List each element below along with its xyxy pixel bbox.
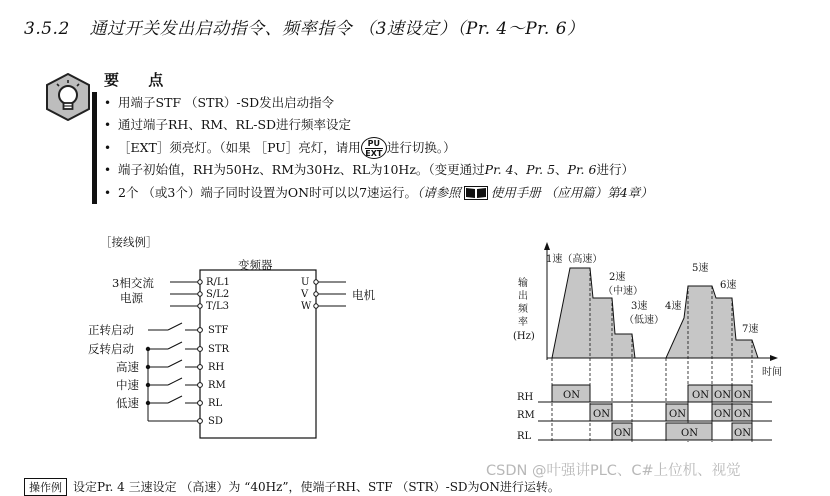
on-label: ON <box>614 428 631 439</box>
on-label: ON <box>669 409 686 420</box>
motor-label: 电机 <box>352 288 375 302</box>
speed-label-1: 1速（高速） <box>546 254 603 265</box>
label-forward-start: 正转启动 <box>88 323 134 337</box>
label-mid-speed: 中速 <box>116 378 139 392</box>
list-item: • ［EXT］须亮灯。（如果 ［PU］亮灯，请用 PU EXT 进行切换。） <box>104 137 653 159</box>
terminal-w: W <box>301 301 312 312</box>
on-label: ON <box>714 390 731 401</box>
y-label-2: 出 <box>518 291 528 302</box>
terminal-str: STR <box>208 344 230 355</box>
list-item: • 端子初始值，RH为50Hz、RM为30Hz、RL为10Hz。（变更通过Pr. 4、Pr. 5、Pr. 6进行） <box>104 159 653 181</box>
y-label-1: 输 <box>518 278 528 289</box>
terminal-rl: RL <box>208 398 223 409</box>
terminal-v: V <box>301 289 309 300</box>
y-label-5: (Hz) <box>513 331 535 342</box>
section-title-text: 通过开关发出启动指令、频率指令 （3速设定）（Pr. 4～Pr. 6） <box>89 19 585 39</box>
on-label: ON <box>692 390 709 401</box>
switch-wires <box>148 323 198 421</box>
pu-ext-key-icon: PU EXT <box>361 137 387 159</box>
speed-label-6: 6速 <box>720 280 737 291</box>
speed-label-2: 2速 <box>609 272 626 283</box>
points-heading: 要 点 <box>104 71 176 89</box>
on-label: ON <box>734 390 751 401</box>
wiring-heading: ［接线例］ <box>100 235 158 249</box>
power-label-1: 3相交流 <box>112 276 154 290</box>
list-item: • 通过端子RH、RM、RL-SD进行频率设定 <box>104 114 653 136</box>
inverter-label: 变频器 <box>238 258 273 272</box>
operation-example-text: 设定Pr. 4 三速设定 （高速）为 “40Hz”，使端子RH、STF （STR）-SD为ON进行运转。 <box>73 480 560 494</box>
on-label: ON <box>681 428 698 439</box>
speed-label-5: 5速 <box>692 263 709 274</box>
y-label-3: 频 <box>518 304 528 315</box>
terminal-sl2: S/L2 <box>206 289 230 300</box>
x-label: 时间 <box>762 367 782 378</box>
power-input-wires <box>170 280 202 308</box>
list-item: • 2个 （或3个）端子同时设置为ON时可以以7速运行。（请参照 使用手册 （应用篇）第4章） <box>104 182 653 204</box>
section-number: 3.5.2 <box>24 19 70 39</box>
terminal-stf: STF <box>208 325 229 336</box>
operation-example-tag: 操作例 <box>24 478 67 496</box>
list-item: • 用端子STF （STR）-SD发出启动指令 <box>104 92 653 114</box>
y-label-4: 率 <box>518 317 528 328</box>
terminal-u: U <box>301 277 310 288</box>
power-label-2: 电源 <box>120 291 143 305</box>
terminal-sd: SD <box>208 416 223 427</box>
speed-label-4: 4速 <box>665 301 682 312</box>
motor-output-wires <box>314 280 346 308</box>
speed-chart <box>513 242 782 442</box>
label-high-speed: 高速 <box>116 360 139 374</box>
on-label: ON <box>563 390 580 401</box>
terminal-rh: RH <box>208 362 225 373</box>
speed-label-7: 7速 <box>742 324 759 335</box>
speed-label-3-sub: （低速） <box>624 315 664 326</box>
on-label: ON <box>734 428 751 439</box>
terminal-rm: RM <box>208 380 226 391</box>
on-label: ON <box>593 409 610 420</box>
on-label: ON <box>734 409 751 420</box>
terminal-tl3: T/L3 <box>206 301 230 312</box>
terminal-rl1: R/L1 <box>206 277 230 288</box>
signal-label-rm: RM <box>517 410 535 421</box>
operation-example <box>24 478 560 496</box>
label-reverse-start: 反转启动 <box>88 342 134 356</box>
watermark: CSDN @叶强讲PLC、C#上位机、视觉 <box>486 463 741 479</box>
speed-label-2-sub: （中速） <box>603 286 643 297</box>
signal-label-rh: RH <box>517 392 534 403</box>
speed-label-3: 3速 <box>631 301 648 312</box>
label-low-speed: 低速 <box>116 396 139 410</box>
on-label: ON <box>714 409 731 420</box>
signal-label-rl: RL <box>517 431 532 442</box>
